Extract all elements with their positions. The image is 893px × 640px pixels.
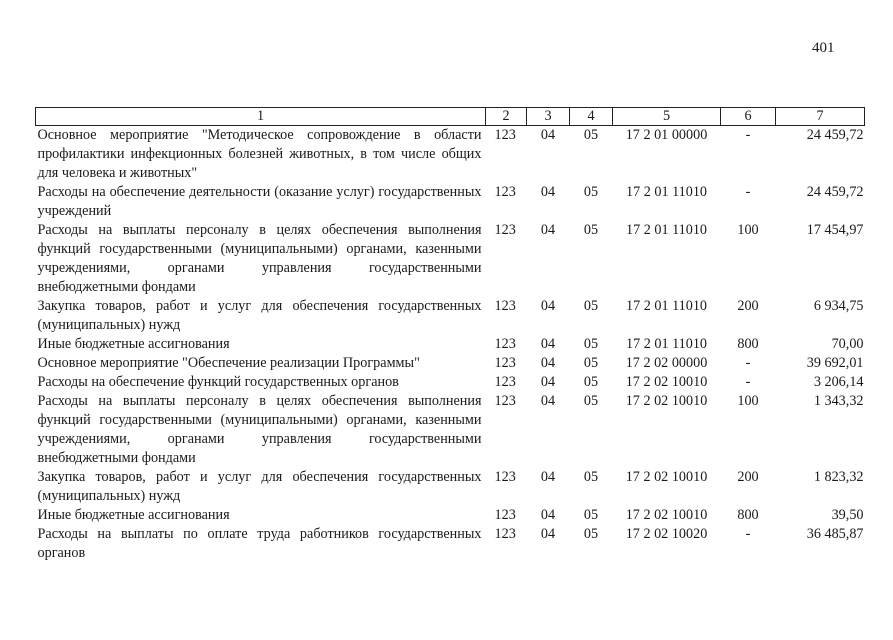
row-amount: 6 934,75 bbox=[813, 298, 864, 314]
row-amount: 36 485,87 bbox=[806, 526, 864, 542]
row-grbs: 123 bbox=[494, 469, 516, 485]
row-section: 04 bbox=[540, 469, 556, 485]
row-subsection: 05 bbox=[583, 184, 599, 200]
row-section: 04 bbox=[540, 374, 556, 390]
row-section: 04 bbox=[540, 393, 556, 409]
row-name: Расходы на выплаты персоналу в целях обеспечения выполнения функций государственными (муниципальными) органами, казенными учреждениями, органами управления государственными внебюджетными фондами bbox=[37, 222, 482, 295]
table-row bbox=[36, 506, 865, 525]
row-grbs: 123 bbox=[494, 374, 516, 390]
row-section: 04 bbox=[540, 526, 556, 542]
row-section: 04 bbox=[540, 298, 556, 314]
row-grbs: 123 bbox=[494, 526, 516, 542]
row-target-code: 17 2 02 10010 bbox=[625, 507, 708, 523]
row-section: 04 bbox=[540, 355, 556, 371]
row-grbs: 123 bbox=[494, 298, 516, 314]
row-amount: 24 459,72 bbox=[806, 127, 864, 143]
table-row bbox=[36, 221, 865, 297]
row-grbs: 123 bbox=[494, 184, 516, 200]
row-section: 04 bbox=[540, 336, 556, 352]
row-grbs: 123 bbox=[494, 222, 516, 238]
table-row bbox=[36, 392, 865, 468]
table-row bbox=[36, 354, 865, 373]
row-name: Основное мероприятие "Методическое сопровождение в области профилактики инфекционных болезней животных, в том числе общих для человека и животных" bbox=[37, 127, 482, 181]
row-subsection: 05 bbox=[583, 393, 599, 409]
row-amount: 1 823,32 bbox=[813, 469, 864, 485]
budget-table bbox=[35, 107, 865, 563]
row-target-code: 17 2 02 10020 bbox=[625, 526, 708, 542]
table-row bbox=[36, 525, 865, 563]
row-subsection: 05 bbox=[583, 374, 599, 390]
row-subsection: 05 bbox=[583, 222, 599, 238]
row-grbs: 123 bbox=[494, 127, 516, 143]
row-target-code: 17 2 01 11010 bbox=[625, 298, 708, 314]
table-row bbox=[36, 468, 865, 506]
row-target-code: 17 2 01 11010 bbox=[625, 184, 708, 200]
row-expense-type: 100 bbox=[737, 222, 759, 238]
header-col-1: 1 bbox=[36, 108, 486, 126]
row-name: Иные бюджетные ассигнования bbox=[37, 507, 230, 523]
table-row bbox=[36, 373, 865, 392]
row-expense-type: - bbox=[745, 184, 751, 200]
row-name: Закупка товаров, работ и услуг для обеспечения государственных (муниципальных) нужд bbox=[37, 298, 482, 333]
row-section: 04 bbox=[540, 222, 556, 238]
row-amount: 70,00 bbox=[831, 336, 864, 352]
row-amount: 17 454,97 bbox=[806, 222, 864, 238]
row-section: 04 bbox=[540, 127, 556, 143]
row-target-code: 17 2 01 00000 bbox=[625, 127, 708, 143]
row-target-code: 17 2 02 00000 bbox=[625, 355, 708, 371]
row-name: Расходы на обеспечение функций государственных органов bbox=[37, 374, 399, 390]
header-col-7: 7 bbox=[776, 108, 865, 126]
row-subsection: 05 bbox=[583, 355, 599, 371]
row-amount: 39,50 bbox=[831, 507, 864, 523]
row-amount: 39 692,01 bbox=[806, 355, 864, 371]
header-col-5: 5 bbox=[613, 108, 721, 126]
row-grbs: 123 bbox=[494, 393, 516, 409]
row-subsection: 05 bbox=[583, 298, 599, 314]
header-col-2: 2 bbox=[486, 108, 527, 126]
row-expense-type: - bbox=[745, 127, 751, 143]
row-grbs: 123 bbox=[494, 355, 516, 371]
row-expense-type: - bbox=[745, 526, 751, 542]
row-subsection: 05 bbox=[583, 127, 599, 143]
row-grbs: 123 bbox=[494, 336, 516, 352]
row-name: Расходы на выплаты по оплате труда работников государственных органов bbox=[37, 526, 482, 561]
row-subsection: 05 bbox=[583, 336, 599, 352]
table-body bbox=[36, 126, 865, 564]
page-number: 401 bbox=[812, 40, 835, 56]
table-row bbox=[36, 297, 865, 335]
row-subsection: 05 bbox=[583, 507, 599, 523]
row-section: 04 bbox=[540, 507, 556, 523]
row-name: Основное мероприятие "Обеспечение реализации Программы" bbox=[37, 355, 420, 371]
row-subsection: 05 bbox=[583, 526, 599, 542]
row-grbs: 123 bbox=[494, 507, 516, 523]
header-col-4: 4 bbox=[570, 108, 613, 126]
table-row bbox=[36, 126, 865, 184]
row-expense-type: 200 bbox=[737, 298, 759, 314]
header-col-3: 3 bbox=[527, 108, 570, 126]
row-amount: 24 459,72 bbox=[806, 184, 864, 200]
row-target-code: 17 2 02 10010 bbox=[625, 469, 708, 485]
row-target-code: 17 2 02 10010 bbox=[625, 374, 708, 390]
row-expense-type: 800 bbox=[737, 507, 759, 523]
row-target-code: 17 2 01 11010 bbox=[625, 222, 708, 238]
row-expense-type: - bbox=[745, 355, 751, 371]
table-row bbox=[36, 183, 865, 221]
row-target-code: 17 2 01 11010 bbox=[625, 336, 708, 352]
row-expense-type: 800 bbox=[737, 336, 759, 352]
row-expense-type: 200 bbox=[737, 469, 759, 485]
row-name: Расходы на обеспечение деятельности (оказание услуг) государственных учреждений bbox=[37, 184, 482, 219]
table-row bbox=[36, 335, 865, 354]
row-amount: 1 343,32 bbox=[813, 393, 864, 409]
row-subsection: 05 bbox=[583, 469, 599, 485]
row-section: 04 bbox=[540, 184, 556, 200]
header-col-6: 6 bbox=[721, 108, 776, 126]
row-target-code: 17 2 02 10010 bbox=[625, 393, 708, 409]
table-header bbox=[36, 108, 865, 126]
row-amount: 3 206,14 bbox=[813, 374, 864, 390]
row-name: Расходы на выплаты персоналу в целях обеспечения выполнения функций государственными (муниципальными) органами, казенными учреждениями, органами управления государственными внебюджетными фондами bbox=[37, 393, 482, 466]
row-name: Закупка товаров, работ и услуг для обеспечения государственных (муниципальных) нужд bbox=[37, 469, 482, 504]
row-name: Иные бюджетные ассигнования bbox=[37, 336, 230, 352]
row-expense-type: 100 bbox=[737, 393, 759, 409]
row-expense-type: - bbox=[745, 374, 751, 390]
